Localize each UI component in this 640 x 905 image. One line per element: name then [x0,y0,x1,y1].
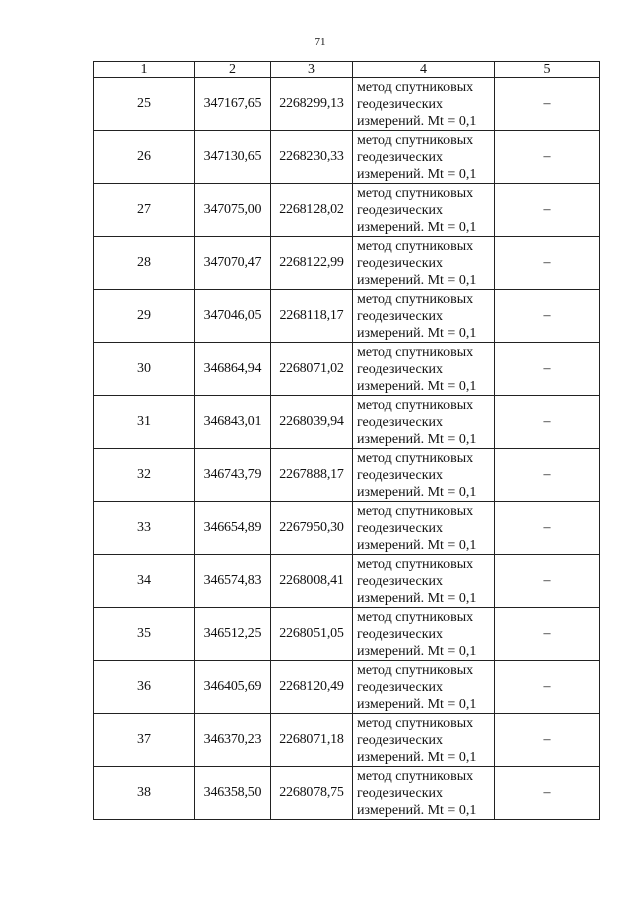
point-number-cell: 36 [94,661,195,714]
method-text-line: измерений. Mt = 0,1 [357,166,477,182]
point-number-cell: 26 [94,131,195,184]
method-text-line: геодезических [357,414,444,430]
note-cell: – [495,184,600,237]
method-text-line: геодезических [357,361,444,377]
y-coordinate-cell: 2268120,49 [271,661,353,714]
method-text-line: измерений. Mt = 0,1 [357,643,477,659]
point-number-cell: 32 [94,449,195,502]
method-text-line: метод спутниковых [357,79,474,95]
x-coordinate-cell: 346370,23 [195,714,271,767]
method-cell [353,661,495,714]
method-text-line: геодезических [357,467,444,483]
table-row [94,661,600,714]
x-coordinate-cell: 346654,89 [195,502,271,555]
coordinates-table [93,61,600,820]
table-row [94,78,600,131]
method-text-line: метод спутниковых [357,397,474,413]
method-text-line: измерений. Mt = 0,1 [357,484,477,500]
note-cell: – [495,767,600,820]
method-text-line: геодезических [357,255,444,271]
column-header-2: 2 [195,62,271,78]
method-cell [353,608,495,661]
x-coordinate-cell: 346864,94 [195,343,271,396]
x-coordinate-cell: 346358,50 [195,767,271,820]
point-number-cell: 25 [94,78,195,131]
point-number-cell: 29 [94,290,195,343]
y-coordinate-cell: 2267888,17 [271,449,353,502]
y-coordinate-cell: 2268128,02 [271,184,353,237]
x-coordinate-cell: 347167,65 [195,78,271,131]
method-text-line: метод спутниковых [357,768,474,784]
table-row [94,290,600,343]
table-row [94,555,600,608]
method-cell [353,767,495,820]
table-row [94,184,600,237]
method-text-line: геодезических [357,96,444,112]
x-coordinate-cell: 346512,25 [195,608,271,661]
method-text-line: измерений. Mt = 0,1 [357,378,477,394]
method-text-line: метод спутниковых [357,503,474,519]
note-cell: – [495,502,600,555]
x-coordinate-cell: 347130,65 [195,131,271,184]
method-cell [353,396,495,449]
method-text-line: геодезических [357,785,444,801]
y-coordinate-cell: 2267950,30 [271,502,353,555]
column-header-5: 5 [495,62,600,78]
point-number-cell: 28 [94,237,195,290]
method-text-line: измерений. Mt = 0,1 [357,696,477,712]
column-header-4: 4 [353,62,495,78]
point-number-cell: 35 [94,608,195,661]
method-cell [353,502,495,555]
method-text-line: измерений. Mt = 0,1 [357,802,477,818]
x-coordinate-cell: 347046,05 [195,290,271,343]
y-coordinate-cell: 2268008,41 [271,555,353,608]
table-row [94,396,600,449]
method-text-line: измерений. Mt = 0,1 [357,590,477,606]
note-cell: – [495,343,600,396]
method-text-line: геодезических [357,732,444,748]
method-text-line: метод спутниковых [357,662,474,678]
note-cell: – [495,608,600,661]
method-text-line: измерений. Mt = 0,1 [357,537,477,553]
method-text-line: геодезических [357,573,444,589]
note-cell: – [495,555,600,608]
note-cell: – [495,714,600,767]
method-cell [353,237,495,290]
point-number-cell: 27 [94,184,195,237]
method-text-line: метод спутниковых [357,238,474,254]
method-cell [353,555,495,608]
note-cell: – [495,661,600,714]
note-cell: – [495,131,600,184]
method-text-line: геодезических [357,679,444,695]
method-text-line: измерений. Mt = 0,1 [357,272,477,288]
note-cell: – [495,290,600,343]
table-row [94,502,600,555]
method-cell [353,449,495,502]
method-text-line: метод спутниковых [357,609,474,625]
x-coordinate-cell: 346574,83 [195,555,271,608]
note-cell: – [495,237,600,290]
y-coordinate-cell: 2268071,02 [271,343,353,396]
point-number-cell: 34 [94,555,195,608]
table-row [94,767,600,820]
y-coordinate-cell: 2268230,33 [271,131,353,184]
point-number-cell: 31 [94,396,195,449]
point-number-cell: 30 [94,343,195,396]
method-cell [353,131,495,184]
table-row [94,131,600,184]
method-cell [353,184,495,237]
y-coordinate-cell: 2268071,18 [271,714,353,767]
y-coordinate-cell: 2268039,94 [271,396,353,449]
method-text-line: геодезических [357,520,444,536]
page-number: 71 [314,36,326,48]
method-text-line: метод спутниковых [357,556,474,572]
table-row [94,714,600,767]
method-text-line: метод спутниковых [357,450,474,466]
method-text-line: геодезических [357,149,444,165]
x-coordinate-cell: 346743,79 [195,449,271,502]
x-coordinate-cell: 346405,69 [195,661,271,714]
method-cell [353,290,495,343]
y-coordinate-cell: 2268299,13 [271,78,353,131]
y-coordinate-cell: 2268078,75 [271,767,353,820]
table-header-row [94,62,600,78]
method-text-line: измерений. Mt = 0,1 [357,749,477,765]
method-text-line: метод спутниковых [357,291,474,307]
method-text-line: измерений. Mt = 0,1 [357,431,477,447]
x-coordinate-cell: 347070,47 [195,237,271,290]
point-number-cell: 33 [94,502,195,555]
method-text-line: метод спутниковых [357,344,474,360]
point-number-cell: 37 [94,714,195,767]
note-cell: – [495,449,600,502]
x-coordinate-cell: 347075,00 [195,184,271,237]
method-cell [353,78,495,131]
y-coordinate-cell: 2268118,17 [271,290,353,343]
point-number-cell: 38 [94,767,195,820]
method-text-line: геодезических [357,202,444,218]
y-coordinate-cell: 2268051,05 [271,608,353,661]
method-text-line: измерений. Mt = 0,1 [357,219,477,235]
column-header-3: 3 [271,62,353,78]
note-cell: – [495,78,600,131]
table-row [94,608,600,661]
method-text-line: геодезических [357,626,444,642]
y-coordinate-cell: 2268122,99 [271,237,353,290]
table-row [94,449,600,502]
note-cell: – [495,396,600,449]
method-text-line: метод спутниковых [357,132,474,148]
method-text-line: метод спутниковых [357,185,474,201]
method-text-line: измерений. Mt = 0,1 [357,113,477,129]
method-cell [353,343,495,396]
method-text-line: метод спутниковых [357,715,474,731]
method-cell [353,714,495,767]
method-text-line: геодезических [357,308,444,324]
table-row [94,343,600,396]
method-text-line: измерений. Mt = 0,1 [357,325,477,341]
table-row [94,237,600,290]
x-coordinate-cell: 346843,01 [195,396,271,449]
column-header-1: 1 [94,62,195,78]
